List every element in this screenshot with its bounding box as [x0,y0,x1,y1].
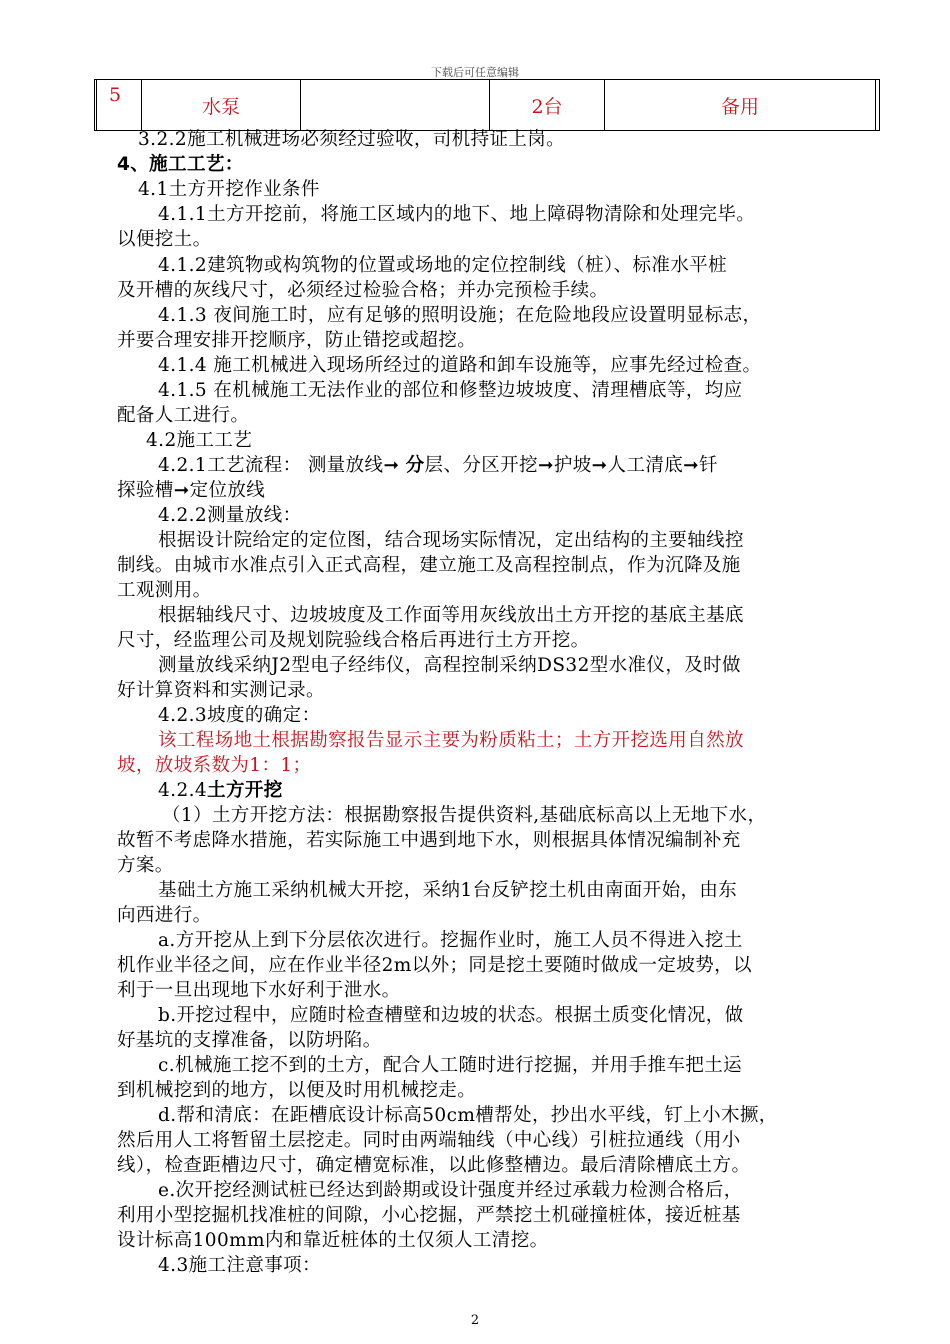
text-line: 4.1.4 施工机械进入现场所经过的道路和卸车设施等，应事先经过检查。 [158,355,762,376]
text-line: 尺寸，经监理公司及规划院验线合格后再进行土方开挖。 [117,630,590,651]
text-line: 好计算资料和实测记录。 [117,680,325,701]
subsection-heading: 4.1土方开挖作业条件 [138,179,320,200]
text-line: 线），检查距槽边尺寸，确定槽宽标准，以此修整槽边。最后清除槽底土方。 [117,1155,751,1176]
subsection-heading: 4.3施工注意事项： [158,1255,321,1276]
text-line [158,454,718,478]
heading-number: 4.2.4 [158,780,208,801]
text-line: 4.1.1土方开挖前，将施工区域内的地下、地上障碍物清除和处理完毕。 [158,204,756,225]
equipment-note: 备用 [605,80,876,131]
text-line: 方案。 [117,855,174,876]
text-line: 根据轴线尺寸、边坡坡度及工作面等用灰线放出土方开挖的基底主基底 [158,605,744,626]
text-line: 然后用人工将暂留土层挖走。同时由两端轴线（中心线）引桩拉通线（用小 [117,1130,741,1151]
text-line: 3.2.2施工机械进场必须经过验收，司机持证上岗。 [138,129,566,150]
text-line: 利于一旦出现地下水好利于泄水。 [117,980,401,1001]
table-row [97,80,876,131]
text-line: 测量放线采纳J2型电子经纬仪，高程控制采纳DS32型水准仪，及时做 [158,655,741,676]
flow-part-bold: 分 [405,455,425,476]
text-line: 根据设计院给定的定位图，结合现场实际情况，定出结构的主要轴线控 [158,530,744,551]
page-number: 2 [470,1313,480,1328]
text-line: （1）土方开挖方法：根据勘察报告提供资料,基础底标高以上无地下水， [162,805,767,826]
text-line: 利用小型挖掘机找准桩的间隙，小心挖掘，严禁挖土机碰撞桩体，接近桩基 [117,1205,741,1226]
text-line: 及开槽的灰线尺寸，必须经过检验合格；并办完预检手续。 [117,280,609,301]
text-line: c.机械施工挖不到的土方，配合人工随时进行挖掘，并用手推车把土运 [158,1055,743,1076]
text-line: 基础土方施工采纳机械大开挖，采纳1台反铲挖土机由南面开始，由东 [158,880,738,901]
text-line: 到机械挖到的地方，以便及时用机械挖走。 [117,1080,477,1101]
equipment-spec [301,80,490,131]
highlight-text: 坡，放坡系数为1：1； [117,755,312,776]
equipment-table [96,79,876,131]
text-line: a.方开挖从上到下分层依次进行。挖掘作业时，施工人员不得进入挖土 [158,930,743,951]
equipment-quantity: 2台 [490,80,605,131]
flow-part-1: 4.2.1工艺流程： 测量放线➞ [158,455,406,476]
text-line: b.开挖过程中，应随时检查槽壁和边坡的状态。根据土质变化情况，做 [158,1005,744,1026]
text-line: 并要合理安排开挖顺序，防止错挖或超挖。 [117,330,477,351]
text-line: 探验槽➞定位放线 [117,480,266,501]
header-note: 下载后可任意编辑 [431,66,519,79]
text-line: 工观测用。 [117,580,212,601]
text-line: 故暂不考虑降水措施，若实际施工中遇到地下水，则根据具体情况编制补充 [117,830,741,851]
text-line: e.次开挖经测试桩已经达到龄期或设计强度并经过承载力检测合格后， [158,1180,743,1201]
highlight-text: 该工程场地土根据勘察报告显示主要为粉质粘土；土方开挖选用自然放 [158,730,744,751]
text-line: 4.1.5 在机械施工无法作业的部位和修整边坡坡度、清理槽底等，均应 [158,380,743,401]
text-line: 向西进行。 [117,905,212,926]
text-line: 以便挖土。 [117,229,212,250]
text-line: 4.1.3 夜间施工时，应有足够的照明设施；在危险地段应设置明显标志， [158,305,762,326]
text-line: 4.2.2测量放线： [158,505,302,526]
text-line: 设计标高100mm内和靠近桩体的土仅须人工清挖。 [117,1230,549,1251]
text-line: d.帮和清底：在距槽底设计标高50cm槽帮处，抄出水平线，钉上小木撅， [158,1105,778,1126]
text-line: 制线。由城市水准点引入正式高程，建立施工及高程控制点，作为沉降及施 [117,555,741,576]
subsection-heading [158,779,283,803]
text-line: 配备人工进行。 [117,405,250,426]
section-heading: 4、施工工艺： [117,154,244,175]
text-line: 4.2.3坡度的确定： [158,705,321,726]
subsection-heading: 4.2施工工艺 [146,430,253,451]
row-number: 5 [97,80,142,131]
heading-title: 土方开挖 [207,780,283,801]
text-line: 4.1.2建筑物或构筑物的位置或场地的定位控制线（桩）、标准水平桩 [158,255,728,276]
flow-part-2: 层、分区开挖➞护坡➞人工清底➞钎 [424,455,718,476]
text-line: 好基坑的支撑准备，以防坍陷。 [117,1030,382,1051]
text-line: 机作业半径之间，应在作业半径2m以外；同是挖土要随时做成一定坡势，以 [117,955,752,976]
equipment-name: 水泵 [142,80,301,131]
